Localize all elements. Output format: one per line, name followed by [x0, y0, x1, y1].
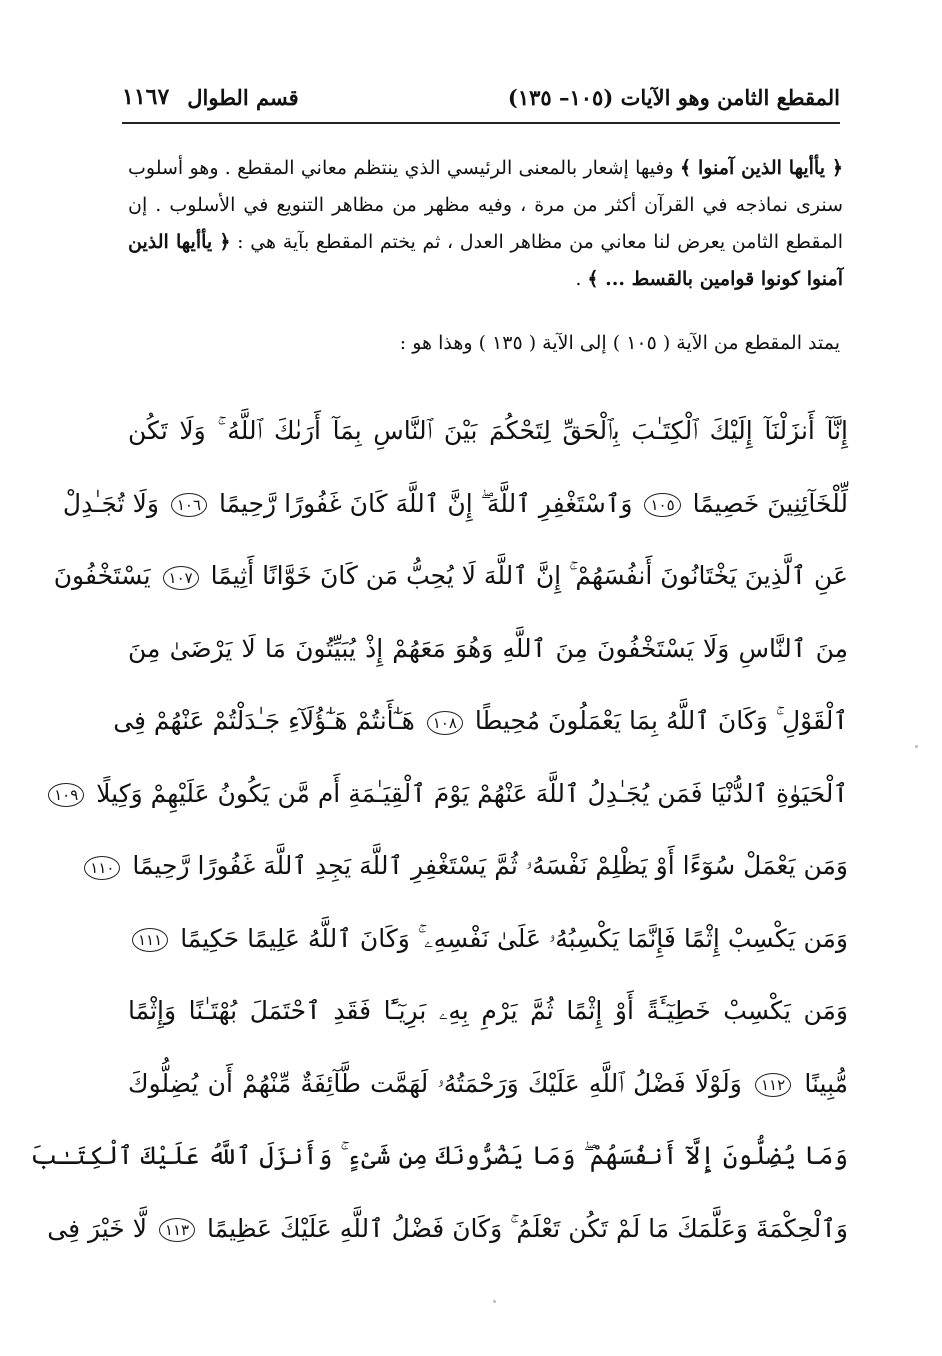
page-header: [122, 80, 840, 114]
scan-speck: [915, 745, 918, 748]
quran-line-text: لَّا خَيْرَ فِى: [47, 1213, 147, 1243]
quran-line-text: هَـٰٓأَنتُمْ هَـٰٓؤُلَآءِ جَـٰدَلْتُمْ عَنْهُمْ فِى: [113, 706, 415, 735]
quran-line: [128, 613, 848, 686]
ayah-number-marker: ١١٠: [84, 856, 120, 880]
quran-line-text: إِنَّآ أَنزَلْنَآ إِلَيْكَ ٱلْكِتَـٰبَ بِٱلْحَقِّ لِتَحْكُمَ بَيْنَ ٱلنَّاسِ بِمَآ أَرَىٰكَ ٱللَّهُ ۚ وَلَا تَكُن: [128, 416, 848, 445]
section-title: المقطع الثامن وهو الآيات (١٠٥– ١٣٥): [507, 84, 840, 110]
quran-line-text: وَٱلْحِكْمَةَ وَعَلَّمَكَ مَا لَمْ تَكُن تَعْلَمُ ۚ وَكَانَ فَضْلُ ٱللَّهِ عَلَيْكَ عَظِيمًا: [207, 1213, 848, 1243]
intro-text-2: .: [575, 268, 588, 290]
intro-quote-2: ﴿ يأأيها الذين آمنوا كونوا قوامين بالقسط ... ﴾: [128, 231, 843, 290]
ayah-number-marker: ١١٣: [159, 1218, 195, 1242]
quran-line: [113, 685, 848, 758]
quran-line: [62, 468, 848, 541]
ayah-number-marker: ١٠٥: [644, 493, 680, 517]
quran-line-text: وَٱسْتَغْفِرِ ٱللَّهَ ۖ إِنَّ ٱللَّهَ كَانَ غَفُورًا رَّحِيمًا: [218, 488, 633, 518]
quran-line-text: وَلَوْلَا فَضْلُ ٱللَّهِ عَلَيْكَ وَرَحْمَتُهُۥ لَهَمَّت طَّآئِفَةٌ مِّنْهُمْ أَن يُضِلُّوكَ: [128, 1068, 742, 1098]
range-line: يمتد المقطع من الآية ( ١٠٥ ) إلى الآية ( ١٣٥ ) وهذا هو :: [399, 332, 840, 354]
quran-line: [128, 395, 848, 468]
header-divider: [122, 122, 840, 124]
quran-line-text: وَمَن يَكْسِبْ خَطِيٓـَٔةً أَوْ إِثْمًا ثُمَّ يَرْمِ بِهِۦ بَرِيٓـًٔا فَقَدِ ٱحْتَمَلَ بُهْتَـٰنًا وَإِثْمًا: [128, 996, 848, 1025]
ayah-number-marker: ١٠٧: [163, 566, 199, 590]
quran-line: [54, 758, 848, 831]
quran-line-text: عَنِ ٱلَّذِينَ يَخْتَانُونَ أَنفُسَهُمْ ۚ إِنَّ ٱللَّهَ لَا يُحِبُّ مَن كَانَ خَوَّانًا أَثِيمًا: [210, 561, 848, 590]
ayah-number-marker: ١٠٨: [427, 711, 463, 735]
quran-text-block: [30, 395, 848, 1265]
intro-paragraph: [128, 150, 843, 298]
quran-line-text: وَمَن يَعْمَلْ سُوٓءًا أَوْ يَظْلِمْ نَفْسَهُۥ ثُمَّ يَسْتَغْفِرِ ٱللَّهَ يَجِدِ ٱللَّهَ غَفُورًا رَّحِيمًا: [132, 851, 848, 880]
quran-line-text: وَمَا يُضِلُّونَ إِلَّآ أَنفُسَهُمْ ۖ وَمَا يَضُرُّونَكَ مِن شَىْءٍ ۚ وَأَنزَلَ ٱللَّهُ عَلَيْكَ ٱلْكِتَـٰبَ: [30, 1141, 848, 1170]
intro-text-1: وفيها إشعار بالمعنى الرئيسي الذي ينتظم معاني المقطع . وهو أسلوب سنرى نماذجه في القرآن أكثر من مرة ، وفيه مظهر من مظاهر التنويع في الأسلوب . إن المقطع الثامن يعرض لنا معاني من مظاهر العدل ، ثم يختم المقطع بآية هي :: [128, 157, 843, 253]
quran-line: [128, 903, 848, 976]
quran-line: [128, 975, 848, 1048]
quran-line-text: لِّلْخَآئِنِينَ خَصِيمًا: [692, 488, 848, 518]
page-number: ١١٦٧: [122, 84, 170, 110]
ayah-number-marker: ١١٢: [755, 1073, 791, 1097]
header-left-group: [122, 84, 299, 110]
quran-line-text: ٱلْقَوْلِ ۚ وَكَانَ ٱللَّهُ بِمَا يَعْمَلُونَ مُحِيطًا: [474, 706, 848, 735]
quran-line: [53, 540, 848, 613]
quran-line-text: وَلَا تُجَـٰدِلْ: [62, 488, 159, 518]
ayah-number-marker: ١٠٦: [171, 493, 207, 517]
part-name: قسم الطوال: [187, 84, 299, 110]
ayah-number-marker: ١٠٩: [48, 783, 84, 807]
quran-line: [128, 1048, 848, 1121]
quran-line-text: مِنَ ٱلنَّاسِ وَلَا يَسْتَخْفُونَ مِنَ ٱللَّهِ وَهُوَ مَعَهُمْ إِذْ يُبَيِّتُونَ مَا لَا يَرْضَىٰ مِنَ: [128, 633, 848, 663]
quran-line: [47, 1193, 848, 1266]
intro-quote-1: ﴿ يأأيها الذين آمنوا ﴾: [679, 157, 843, 179]
quran-line-text: يَسْتَخْفُونَ: [53, 561, 151, 590]
quran-line-text: مُّبِينًا: [804, 1068, 848, 1098]
quran-line: [90, 830, 848, 903]
quran-line-text: وَمَن يَكْسِبْ إِثْمًا فَإِنَّمَا يَكْسِبُهُۥ عَلَىٰ نَفْسِهِۦ ۚ وَكَانَ ٱللَّهُ عَلِيمًا حَكِيمًا: [180, 923, 848, 953]
quran-line: [30, 1120, 848, 1193]
quran-line-text: ٱلْحَيَوٰةِ ٱلدُّنْيَا فَمَن يُجَـٰدِلُ ٱللَّهَ عَنْهُمْ يَوْمَ ٱلْقِيَـٰمَةِ أَم مَّن يَكُونُ عَلَيْهِمْ وَكِيلًا: [96, 778, 848, 808]
ayah-number-marker: ١١١: [132, 928, 168, 952]
scan-speck: [493, 1300, 496, 1303]
